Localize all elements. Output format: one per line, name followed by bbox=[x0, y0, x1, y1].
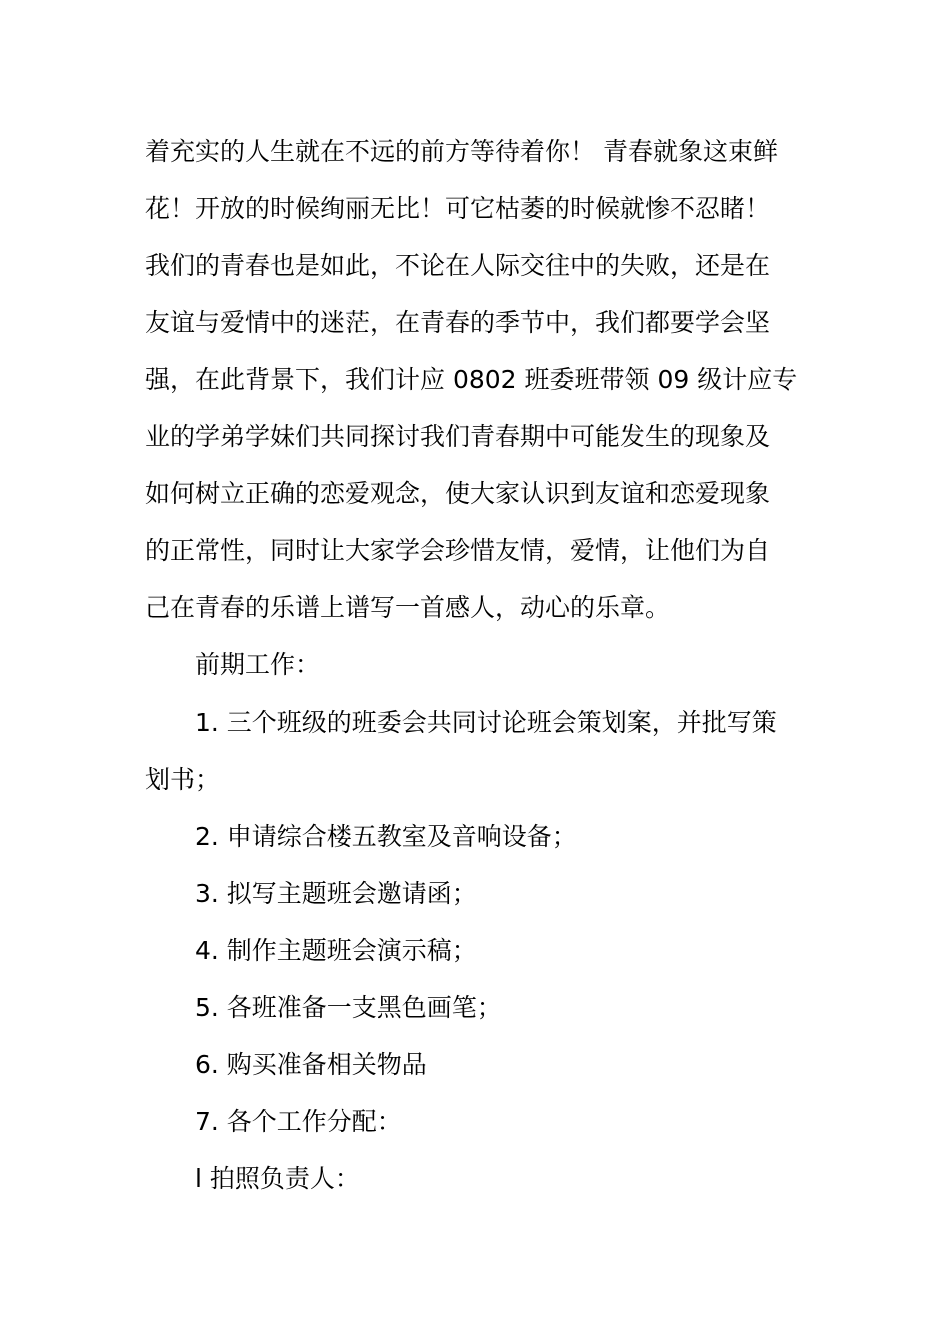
list-item-1: 1. 三个班级的班委会共同讨论班会策划案，并批写策 bbox=[195, 708, 777, 737]
paragraph-line: 我们的青春也是如此，不论在人际交往中的失败，还是在 bbox=[145, 251, 771, 280]
paragraph-line: 己在青春的乐谱上谱写一首感人，动心的乐章。 bbox=[145, 593, 671, 622]
paragraph-line: 的正常性，同时让大家学会珍惜友情，爱情，让他们为自 bbox=[145, 536, 771, 565]
paragraph-line: 如何树立正确的恋爱观念，使大家认识到友谊和恋爱现象 bbox=[145, 479, 771, 508]
list-item-1-continuation: 划书； bbox=[145, 765, 221, 794]
sub-item-photo-lead: l 拍照负责人： bbox=[195, 1164, 360, 1193]
list-item-3: 3. 拟写主题班会邀请函； bbox=[195, 879, 477, 908]
list-item-6: 6. 购买准备相关物品 bbox=[195, 1050, 427, 1079]
paragraph-line: 友谊与爱情中的迷茫，在青春的季节中，我们都要学会坚 bbox=[145, 308, 771, 337]
list-item-4: 4. 制作主题班会演示稿； bbox=[195, 936, 477, 965]
paragraph-line: 业的学弟学妹们共同探讨我们青春期中可能发生的现象及 bbox=[145, 422, 771, 451]
paragraph-line: 花！开放的时候绚丽无比！可它枯萎的时候就惨不忍睹！ bbox=[145, 194, 771, 223]
list-item-2: 2. 申请综合楼五教室及音响设备； bbox=[195, 822, 577, 851]
section-heading: 前期工作： bbox=[195, 650, 321, 679]
paragraph-line: 强，在此背景下，我们计应 0802 班委班带领 09 级计应专 bbox=[145, 365, 798, 394]
list-item-5: 5. 各班准备一支黑色画笔； bbox=[195, 993, 502, 1022]
paragraph-line: 着充实的人生就在不远的前方等待着你！ 青春就象这束鲜 bbox=[145, 137, 778, 166]
list-item-7: 7. 各个工作分配： bbox=[195, 1107, 402, 1136]
